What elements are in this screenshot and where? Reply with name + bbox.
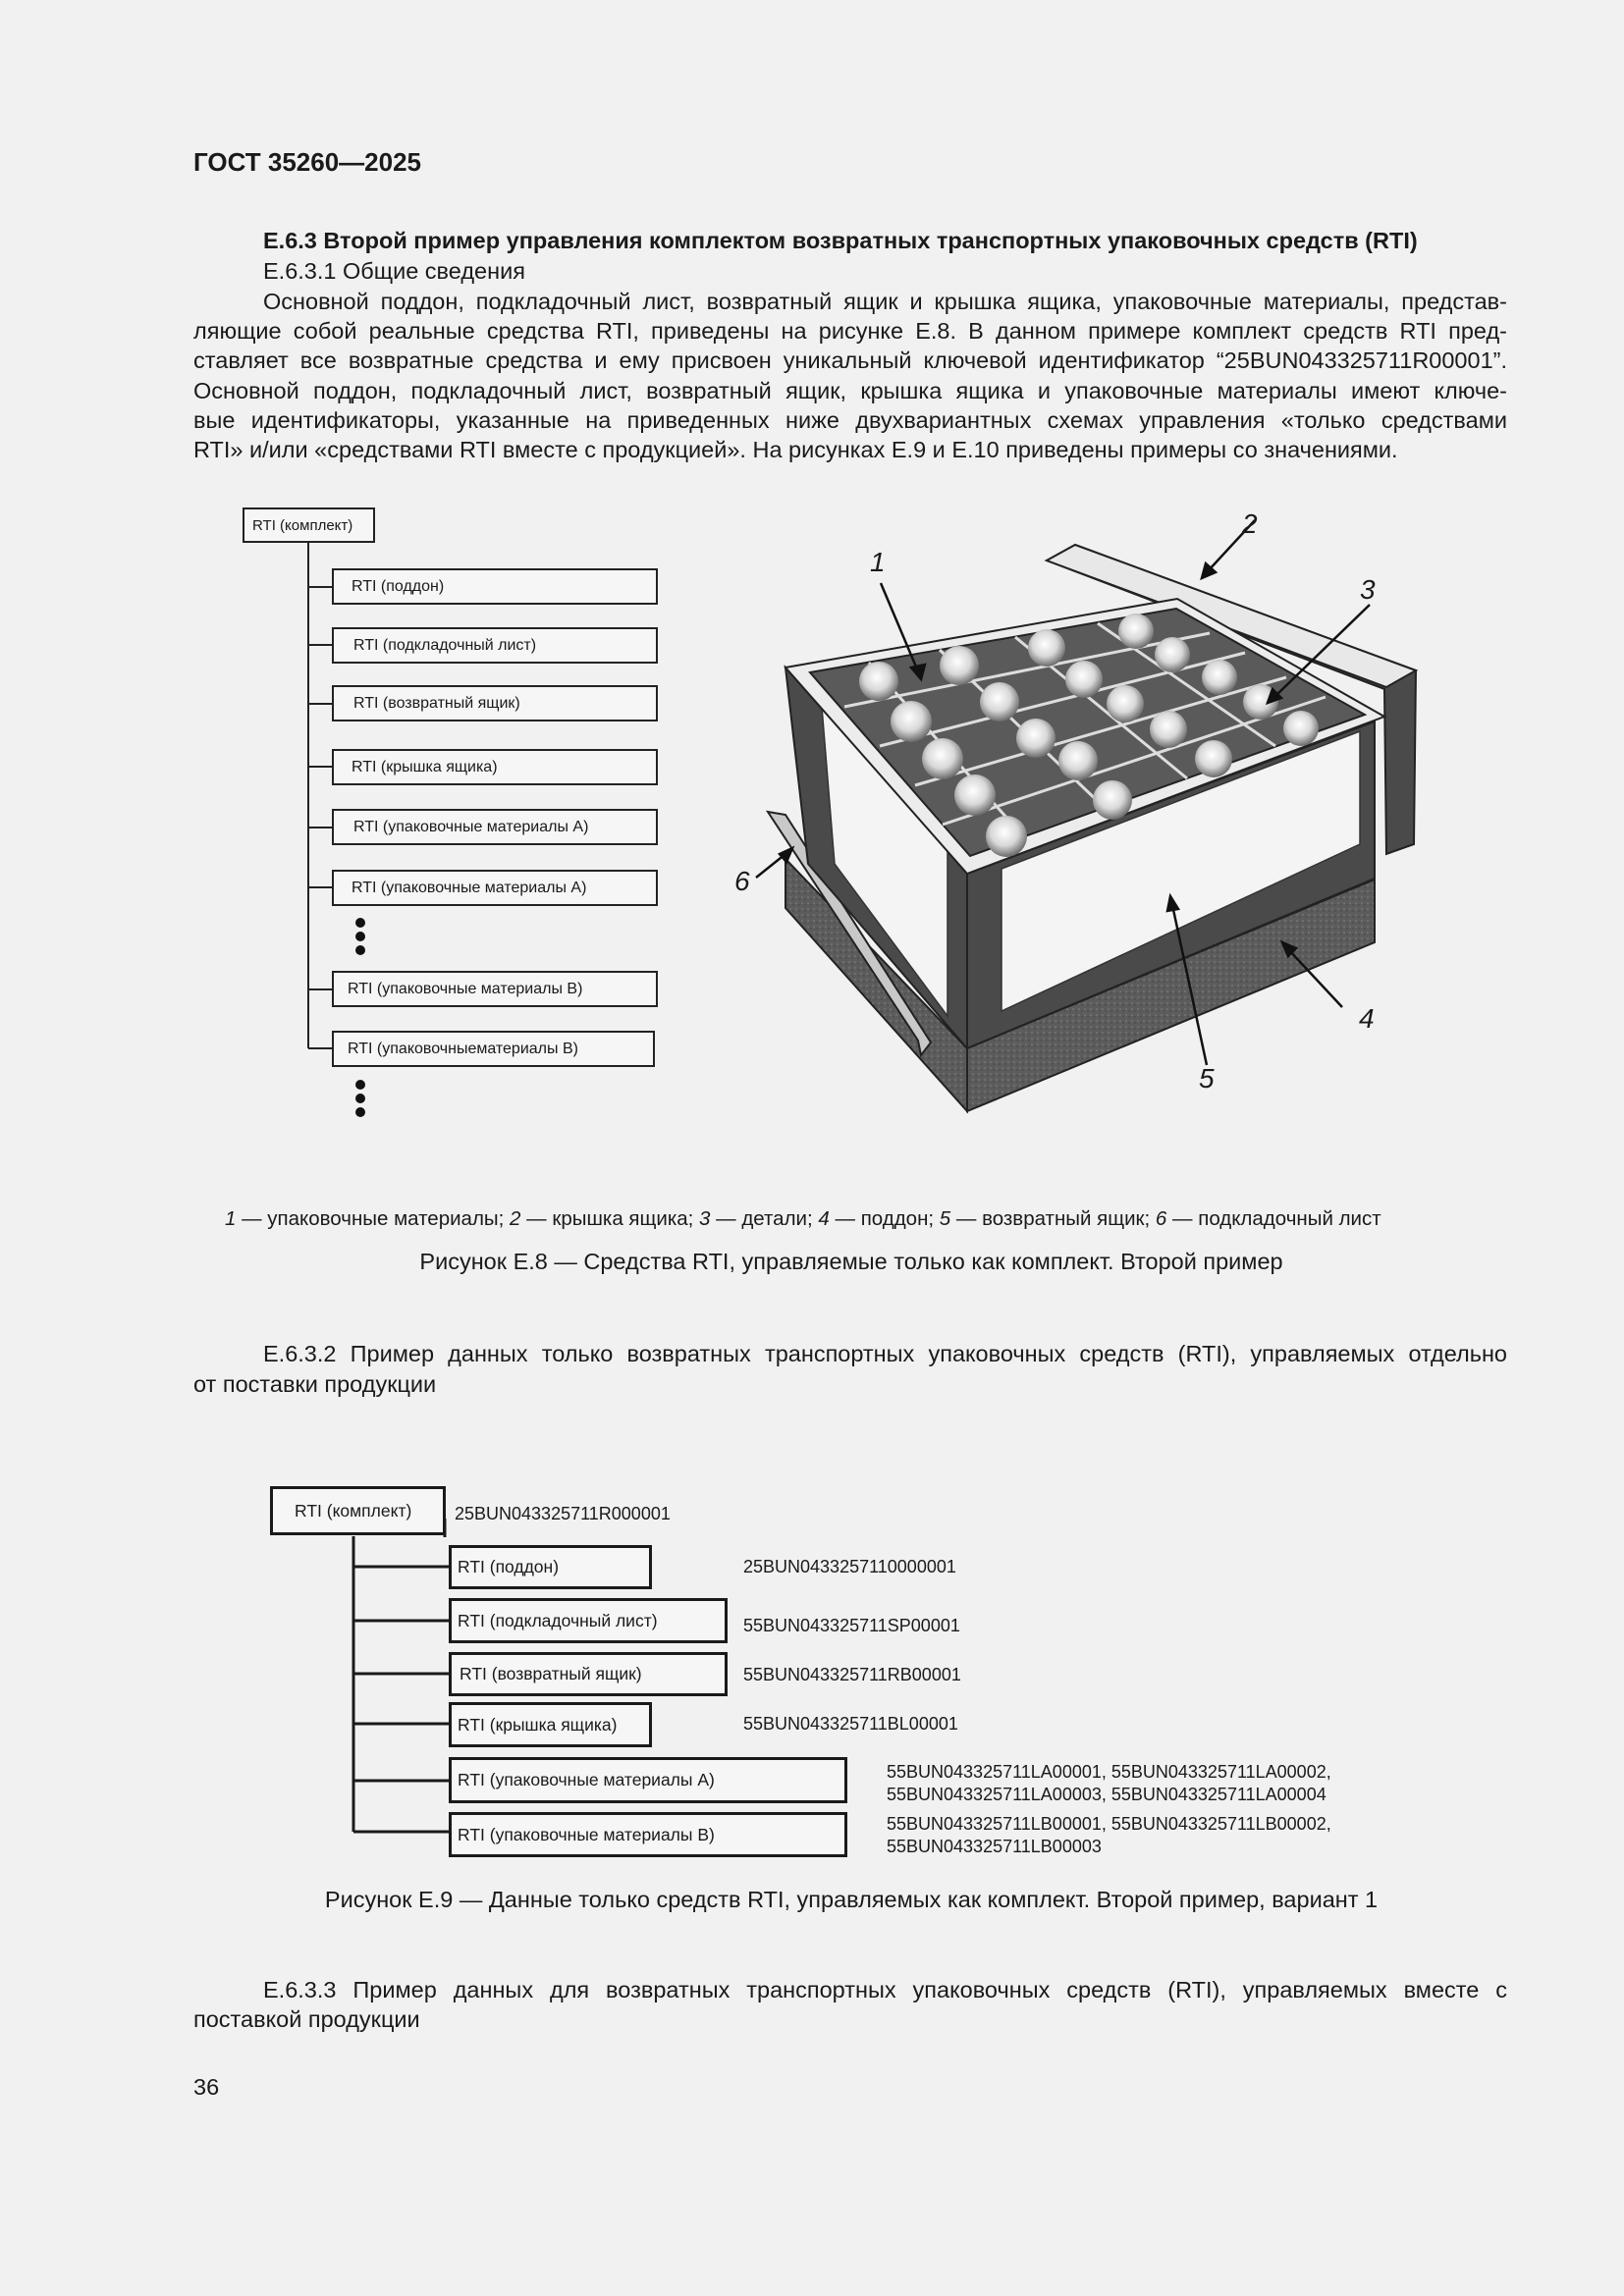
tree-node: RTI (упаковочныематериалы В) — [332, 1031, 655, 1067]
paragraph-line: поставкой продукции — [193, 2006, 420, 2032]
legend-num: 3 — [699, 1207, 711, 1230]
tree-node: RTI (возвратный ящик) — [449, 1652, 728, 1696]
identifier-line: 55BUN043325711LA00003, 55BUN043325711LA00004 — [887, 1785, 1326, 1804]
legend-text: — упаковочные материалы; — [236, 1207, 511, 1230]
tree-node: RTI (крышка ящика) — [332, 749, 658, 785]
legend-num: 6 — [1155, 1207, 1167, 1230]
paragraph-line: Е.6.3.3 Пример данных для возвратных транспортных упаковочных средств (RTI), управляемых вместе с — [263, 1977, 1507, 2002]
tree-node: RTI (упаковочные материалы В) — [449, 1812, 847, 1857]
legend-num: 2 — [510, 1207, 521, 1230]
tree-root: RTI (комплект) — [243, 507, 375, 543]
tree-node: RTI (подкладочный лист) — [332, 627, 658, 664]
paragraph-line: ляющие собой реальные средства RTI, приведены на рисунке Е.8. В данном примере комплект средств RTI пред- — [193, 318, 1507, 344]
identifier-line: 55BUN043325711LB00001, 55BUN043325711LB00002, — [887, 1814, 1331, 1834]
callout-4: 4 — [1359, 1003, 1375, 1034]
tree-node: RTI (упаковочные материалы А) — [332, 809, 658, 845]
legend-num: 1 — [225, 1207, 237, 1230]
callout-5: 5 — [1199, 1063, 1215, 1094]
tree-node: RTI (поддон) — [449, 1545, 652, 1589]
node-identifier: 55BUN043325711BL00001 — [743, 1714, 958, 1734]
paragraph-line: Основной поддон, подкладочный лист, возвратный ящик, крышка ящика и упаковочные материалы имеют ключе- — [193, 378, 1507, 403]
figure9-tree-lines — [0, 0, 884, 1865]
figure8-caption: Рисунок Е.8 — Средства RTI, управляемые только как комплект. Второй пример — [419, 1249, 1283, 1274]
callout-6: 6 — [734, 866, 750, 896]
legend-text: — подкладочный лист — [1166, 1207, 1381, 1230]
paragraph-line: вые идентификаторы, указанные на приведенных ниже двухвариантных схемах управления «только средствами — [193, 407, 1507, 433]
identifier-line: 55BUN043325711LB00003 — [887, 1837, 1102, 1856]
page-number: 36 — [193, 2074, 220, 2100]
subsection-heading: Е.6.3.1 Общие сведения — [263, 258, 525, 284]
node-identifier: 25BUN0433257110000001 — [743, 1557, 956, 1576]
tree-node: RTI (упаковочные материалы А) — [449, 1757, 847, 1803]
tree-node: RTI (подкладочный лист) — [449, 1598, 728, 1643]
node-identifier — [887, 1761, 1331, 1806]
node-identifier — [887, 1813, 1331, 1858]
legend-text: — поддон; — [829, 1207, 940, 1230]
node-identifier: 55BUN043325711SP00001 — [743, 1616, 960, 1635]
tree-root: RTI (комплект) — [270, 1486, 446, 1535]
legend-num: 5 — [939, 1207, 951, 1230]
tree-node: RTI (упаковочные материалы В) — [332, 971, 658, 1007]
paragraph-line: от поставки продукции — [193, 1371, 437, 1397]
paragraph-line: ставляет все возвратные средства и ему присвоен уникальный ключевой идентификатор “25BUN043325711R00001”. — [193, 347, 1507, 373]
callout-2: 2 — [1242, 508, 1258, 539]
root-identifier: 25BUN043325711R000001 — [455, 1504, 671, 1523]
tree-node: RTI (поддон) — [332, 568, 658, 605]
callout-3: 3 — [1360, 574, 1376, 605]
paragraph-line: RTI» и/или «средствами RTI вместе с продукцией». На рисунках Е.9 и Е.10 приведены примеры со значениями. — [193, 437, 1398, 462]
identifier-line: 55BUN043325711LA00001, 55BUN043325711LA00002, — [887, 1762, 1331, 1782]
legend-text: — возвратный ящик; — [950, 1207, 1156, 1230]
paragraph-line: Е.6.3.2 Пример данных только возвратных транспортных упаковочных средств (RTI), управляемых отдельно — [263, 1341, 1507, 1366]
section-heading: Е.6.3 Второй пример управления комплектом возвратных транспортных упаковочных средств (RTI) — [263, 228, 1418, 253]
tree-node: RTI (возвратный ящик) — [332, 685, 658, 721]
tree-node: RTI (крышка ящика) — [449, 1702, 652, 1747]
legend-text: — крышка ящика; — [520, 1207, 700, 1230]
node-identifier: 55BUN043325711RB00001 — [743, 1665, 961, 1684]
document-header: ГОСТ 35260—2025 — [193, 147, 421, 177]
legend-text: — детали; — [710, 1207, 819, 1230]
callout-1: 1 — [870, 547, 886, 577]
tree-node: RTI (упаковочные материалы А) — [332, 870, 658, 906]
legend-num: 4 — [818, 1207, 830, 1230]
figure9-caption: Рисунок Е.9 — Данные только средств RTI, управляемых как комплект. Второй пример, вариант 1 — [324, 1887, 1379, 1912]
paragraph-line: Основной поддон, подкладочный лист, возвратный ящик и крышка ящика, упаковочные материалы, представ- — [263, 289, 1507, 314]
